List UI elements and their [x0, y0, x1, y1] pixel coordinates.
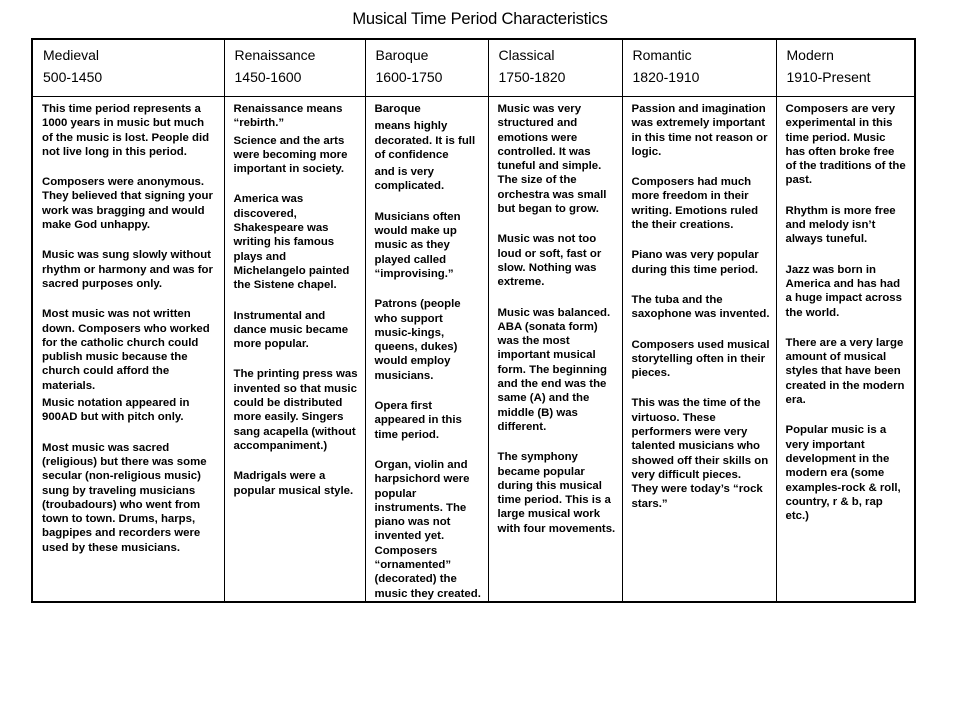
note: The symphony became popular during this musical time period. This is a large musical work with four movements. [497, 451, 616, 535]
note: and is very complicated. [374, 166, 445, 193]
note: The printing press was invented so that music could be distributed more easily. Singers sang acapella (without accompaniment.) [233, 368, 358, 452]
period-name: Baroque [375, 47, 429, 63]
note: Composers were anonymous. They believed that signing your work was bragging and would make God unhappy. [42, 176, 213, 232]
note: There are a very large amount of musical styles that have been created in the modern era. [785, 336, 905, 407]
period-years: 1910-Present [786, 69, 871, 85]
note: Composers used musical storytelling often in their pieces. [631, 338, 770, 380]
medieval-notes [32, 97, 224, 602]
period-years: 1750-1820 [498, 69, 566, 85]
note: Music was balanced. ABA (sonata form) was the most important musical form. The beginning and the end was the same (A) and the middle (B) was different. [497, 306, 611, 433]
note: Most music was sacred (religious) but there was some secular (non-religious music) sung by traveling musicians (troubadours) who went from town to town. Drums, harps, bagpipes and recorders were used by these musicians. [42, 441, 207, 554]
renaissance-notes [224, 97, 365, 602]
note: Rhythm is more free and melody isn’t always tuneful. [785, 204, 896, 246]
romantic-notes [622, 97, 776, 602]
note: Musicians often would make up music as they played called “improvising.” [374, 210, 461, 280]
periods-table [31, 38, 916, 603]
note: Instrumental and dance music became more popular. [233, 309, 349, 351]
header-row [32, 39, 915, 97]
note: Popular music is a very important development in the modern era (some examples-rock & roll, country, r & b, rap etc.) [785, 424, 901, 523]
period-name: Modern [786, 47, 834, 63]
header-medieval [32, 39, 224, 97]
note: Music was not too loud or soft, fast or slow. Nothing was extreme. [497, 233, 602, 289]
period-years: 1600-1750 [375, 69, 443, 85]
header-renaissance [224, 39, 365, 97]
note: Music was very structured and emotions were controlled. It was tuneful and simple. The size of the orchestra was small but began to grow. [497, 103, 607, 216]
header-baroque [365, 39, 488, 97]
modern-notes [776, 97, 915, 602]
note: America was discovered, Shakespeare was writing his famous plays and Michelangelo painted the Sistene chapel. [233, 193, 350, 292]
note: Baroque [374, 103, 421, 115]
note: This time period represents a 1000 years in music but much of the music is lost. People did not live long in this period. [42, 103, 210, 158]
note: Music was sung slowly without rhythm or harmony and was for sacred purposes only. [42, 249, 213, 290]
period-name: Renaissance [234, 47, 316, 63]
note: means highly decorated. It is full of confidence [374, 120, 476, 161]
note: Jazz was born in America and has had a huge impact across the world. [785, 263, 902, 319]
note: Most music was not written down. Composers who worked for the catholic church could publish music because the church could afford the materials. [42, 308, 210, 392]
period-years: 1820-1910 [632, 69, 700, 85]
baroque-notes [365, 97, 488, 602]
period-name: Romantic [632, 47, 692, 63]
note: The tuba and the saxophone was invented. [631, 293, 770, 321]
note: Patrons (people who support music-kings, queens, dukes) would employ musicians. [374, 298, 461, 382]
note: Organ, violin and harpsichord were popular instruments. The piano was not invented yet. Composers “ornamented” (decorated) the music they created. [374, 458, 481, 600]
content-row [32, 97, 915, 602]
note: Madrigals were a popular musical style. [233, 470, 354, 497]
note: Opera first appeared in this time period. [374, 400, 462, 441]
period-name: Classical [498, 47, 555, 63]
note: Renaissance means “rebirth.” [233, 103, 343, 130]
header-romantic [622, 39, 776, 97]
note: Piano was very popular during this time period. [631, 249, 759, 276]
note: Passion and imagination was extremely important in this time not reason or logic. [631, 103, 768, 158]
note: This was the time of the virtuoso. These performers were very talented musicians who showed off their skills on very difficult pieces. They were today’s “rock stars.” [631, 397, 769, 510]
note: Science and the arts were becoming more important in society. [233, 134, 348, 176]
page-title: Musical Time Period Characteristics [352, 10, 608, 28]
period-years: 500-1450 [43, 69, 103, 85]
header-modern [776, 39, 915, 97]
note: Composers are very experimental in this time period. Music has often broke free of the traditions of the past. [785, 103, 906, 187]
header-classical [488, 39, 622, 97]
note: Music notation appeared in 900AD but with pitch only. [42, 397, 190, 424]
period-name: Medieval [43, 47, 100, 63]
note: Composers had much more freedom in their writing. Emotions ruled the their creations. [631, 176, 759, 232]
classical-notes [488, 97, 622, 602]
period-years: 1450-1600 [234, 69, 302, 85]
